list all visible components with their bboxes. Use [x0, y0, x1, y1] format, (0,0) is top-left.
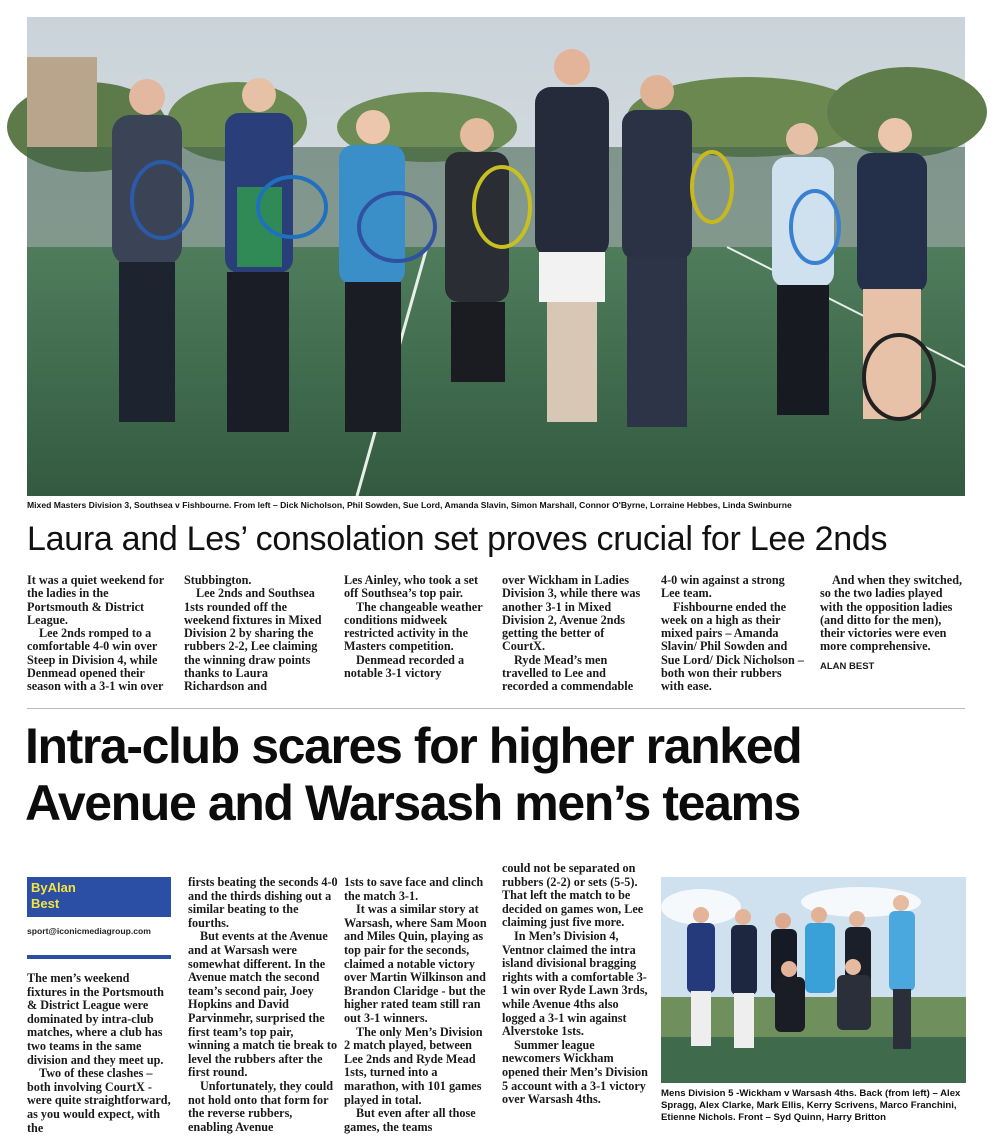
bottom-team-photo: [661, 877, 966, 1083]
author-email: sport@iconicmediagroup.com: [27, 926, 151, 936]
paragraph: Ryde Mead’s men travelled to Lee and recorded a commendable: [502, 652, 634, 694]
section-divider: [27, 708, 965, 709]
paragraph: Les Ainley, who took a set off Southsea’s top pair.: [344, 573, 479, 601]
article2-headline-line2: Avenue and Warsash men’s teams: [25, 775, 800, 831]
top-photo-caption: Mixed Masters Division 3, Southsea v Fishbourne. From left – Dick Nicholson, Phil Sowden, Sue Lord, Amanda Slavin, Simon Marshall, Connor O'Byrne, Lorraine Hebbes, Linda Swinburne: [27, 500, 792, 510]
paragraph: The only Men’s Division 2 match played, between Lee 2nds and Ryde Mead 1sts, turned into a marathon, with 101 games played in total.: [344, 1024, 483, 1107]
paragraph: The men’s weekend fixtures in the Portsmouth & District League were dominated by intra-club matches, where a club has two teams in the same division and they meet up.: [27, 971, 164, 1067]
article1-column-5: [661, 574, 805, 694]
article1-column-3: [344, 574, 486, 680]
article1-headline: Laura and Les’ consolation set proves crucial for Lee 2nds: [27, 520, 888, 558]
author-line2: Best: [31, 896, 60, 911]
article1-column-4: [502, 574, 647, 694]
article2-headline-line1: Intra-club scares for higher ranked: [25, 718, 802, 774]
article1-byline: ALAN BEST: [820, 660, 875, 672]
paragraph: Lee 2nds romped to a comfortable 4-0 win over Steep in Division 4, while Denmead opened their season with a 3-1 win over: [27, 626, 164, 694]
paragraph: 4-0 win against a strong Lee team.: [661, 573, 785, 601]
top-team-photo: [27, 17, 965, 496]
paragraph: Two of these clashes – both involving CourtX - were quite straightforward, as you would expect, with the: [27, 1066, 171, 1135]
paragraph: In Men’s Division 4, Ventnor claimed the intra island divisional bragging rights with a comfortable 3-1 win over Ryde Lawn 3rds, while Avenue 4ths also logged a 3-1 win against Alverstoke 1sts.: [502, 928, 648, 1039]
paragraph: It was a similar story at Warsash, where Sam Moon and Miles Quin, playing as top pair for the seconds, claimed a notable victory over Martin Wilkinson and Brandon Claridge - but the higher rated team still ran out 3-1 winners.: [344, 902, 487, 1025]
paragraph: It was a quiet weekend for the ladies in the Portsmouth & District League.: [27, 573, 164, 627]
author-line1: ByAlan: [31, 880, 76, 895]
paragraph: And when they switched, so the two ladies played with the opposition ladies (and ditto for the men), their victories were even more comprehensive.: [820, 573, 963, 654]
article1-column-6: [820, 574, 965, 673]
paragraph: Denmead recorded a notable 3-1 victory: [344, 652, 465, 681]
paragraph: But even after all those games, the teams: [344, 1106, 476, 1134]
paragraph: could not be separated on rubbers (2-2) or sets (5-5). That left the match to be decided on games won, Lee claiming just five more.: [502, 861, 644, 930]
paragraph: Fishbourne ended the week on a high as their mixed pairs – Amanda Slavin/ Phil Sowden and Sue Lord/ Dick Nicholson – both won their rubbers with ease.: [661, 599, 804, 694]
article2-column-4: [502, 862, 648, 1122]
paragraph: firsts beating the seconds 4-0 and the thirds dishing out a similar beating to the fourths.: [188, 875, 338, 930]
bottom-photo-caption: Mens Division 5 -Wickham v Warsash 4ths. Back (from left) – Alex Spragg, Alex Clarke, Mark Ellis, Kerry Scrivens, Marco Franchini, Etienne Nichols. Front – Syd Quinn, Harry Britton: [661, 1088, 961, 1123]
article2-column-1: [27, 971, 171, 1135]
article2-column-3: [344, 875, 490, 1134]
paragraph: But events at the Avenue and at Warsash were somewhat different. In the Avenue match the second team’s second pair, Joey Hopkins and David Parvinmehr, surprised the first team’s top pair, winning a match tie break to level the rubbers after the first round.: [188, 929, 338, 1080]
paragraph: Unfortunately, they could not hold onto that form for the reverse rubbers, enabling Avenue: [188, 1078, 334, 1134]
paragraph: Lee 2nds and Southsea 1sts rounded off the weekend fixtures in Mixed Division 2 by sharing the rubbers 2-2, Lee claiming the winning draw points thanks to Laura Richardson and: [184, 586, 322, 694]
article1-column-2: [184, 574, 327, 694]
paragraph: 1sts to save face and clinch the match 3-1.: [344, 875, 484, 903]
article2-column-2: [188, 875, 338, 1134]
paragraph: Stubbington.: [184, 573, 252, 587]
paragraph: Summer league newcomers Wickham opened their Men’s Division 5 account with a 3-1 victory over Warsash 4ths.: [502, 1037, 648, 1107]
article1-column-1: [27, 574, 167, 694]
paragraph: over Wickham in Ladies Division 3, while there was another 3-1 in Mixed Division 2, Avenue 2nds getting the better of CourtX.: [502, 573, 641, 654]
article2-headline: [25, 718, 970, 832]
author-box: [27, 877, 171, 917]
paragraph: The changeable weather conditions midweek restricted activity in the Masters competition.: [344, 599, 483, 654]
author-divider: [27, 955, 171, 959]
